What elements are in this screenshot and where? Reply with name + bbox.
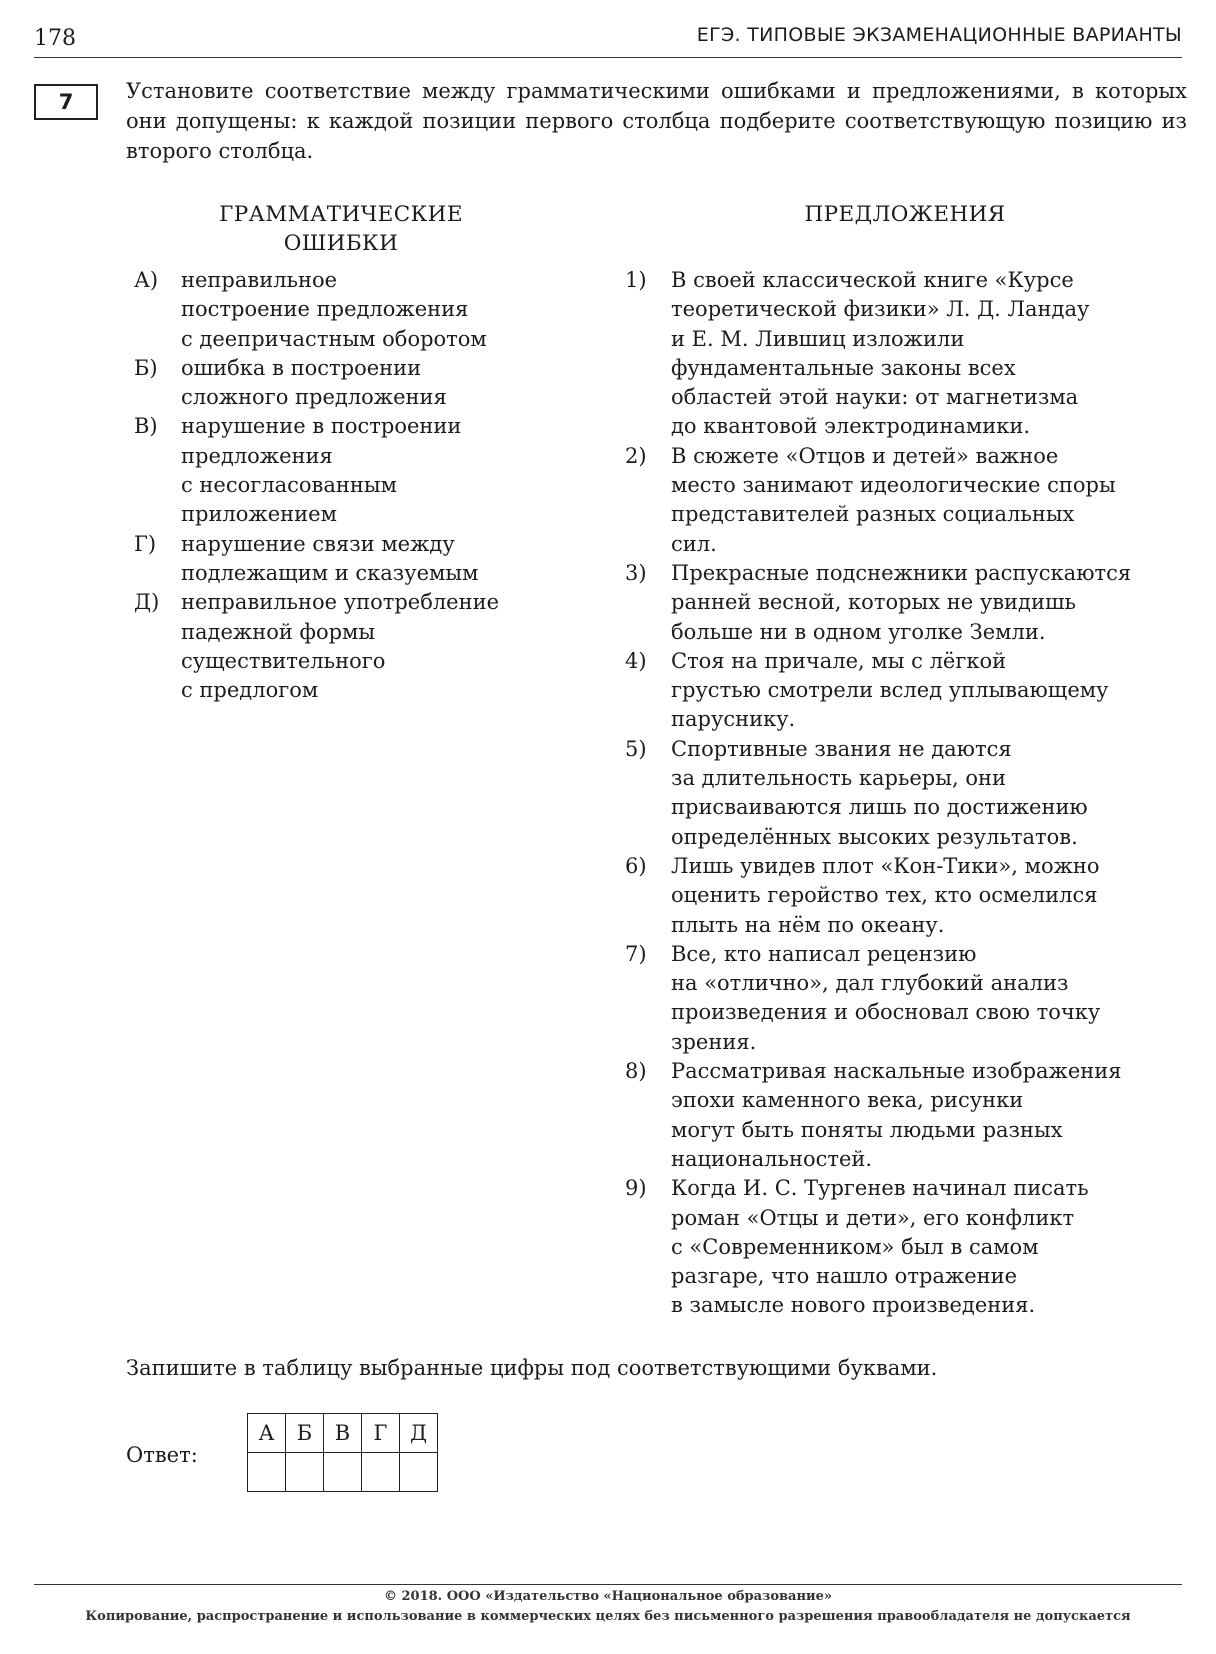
sentences-column-heading: ПРЕДЛОЖЕНИЯ (804, 202, 1006, 227)
answer-cell-d[interactable] (400, 1453, 438, 1492)
sentence-item-marker: 9) (625, 1176, 647, 1201)
errors-list (134, 266, 584, 705)
sentence-item-text: Прекрасные подснежники распускаются ранней весной, которых не увидишь больше ни в одном уголке Земли. (671, 560, 1132, 644)
sentence-item (625, 852, 1185, 940)
task-instruction: Установите соответствие между грамматическими ошибками и предложениями, в которых они допущены: к каждой позиции первого столбца подберите соответствующую позицию из второго столбца. (126, 79, 1187, 163)
sentence-item-text: Лишь увидев плот «Кон-Тики», можно оценить геройство тех, кто осмелился плыть на нём по океану. (671, 853, 1100, 937)
error-item (134, 354, 584, 413)
sentence-item (625, 1174, 1185, 1320)
answer-table (247, 1413, 438, 1492)
error-item-marker: Д) (134, 590, 160, 615)
sentence-item (625, 940, 1185, 1057)
sentence-item-text: В сюжете «Отцов и детей» важное место занимают идеологические споры представителей разных социальных сил. (671, 443, 1116, 556)
sentence-item (625, 1057, 1185, 1174)
answer-cell-a[interactable] (248, 1453, 286, 1492)
sentence-item-marker: 7) (625, 941, 647, 966)
sentences-list (625, 266, 1185, 1321)
error-item (134, 530, 584, 589)
answer-column-header-a: А (248, 1414, 286, 1453)
sentence-item-marker: 4) (625, 648, 647, 673)
error-item (134, 412, 584, 529)
sentence-item-marker: 5) (625, 736, 647, 761)
footer-copyright: © 2018. ООО «Издательство «Национальное образование» (383, 1589, 833, 1604)
error-item-marker: А) (134, 268, 159, 292)
answer-column-header-d: Д (400, 1414, 438, 1453)
answer-column-header-g: Г (362, 1414, 400, 1453)
sentence-item-text: В своей классической книге «Курсе теоретической физики» Л. Д. Ландау и Е. М. Лившиц изложили фундаментальные законы всех областей этой науки: от магнетизма до квантовой электродинамики. (671, 268, 1090, 439)
header-divider (34, 57, 1182, 58)
footer-notice: Копирование, распространение и использование в коммерческих целях без письменного разрешения правообладателя не допускается (85, 1609, 1131, 1624)
errors-column-heading: ГРАММАТИЧЕСКИЕ ОШИБКИ (219, 202, 463, 256)
error-item-marker: Г) (134, 531, 157, 556)
answer-label: Ответ: (126, 1443, 198, 1467)
footer-divider (34, 1584, 1182, 1585)
error-item (134, 266, 584, 354)
sentence-item-text: Рассматривая наскальные изображения эпохи каменного века, рисунки могут быть поняты людьми разных национальностей. (671, 1059, 1122, 1171)
sentence-item-marker: 8) (625, 1059, 647, 1084)
sentence-item (625, 735, 1185, 852)
answer-cell-b[interactable] (286, 1453, 324, 1492)
sentence-item (625, 442, 1185, 559)
error-item-text: ошибка в построении сложного предложения (181, 355, 447, 410)
sentence-item (625, 647, 1185, 735)
error-item-marker: Б) (134, 355, 158, 380)
sentence-item-marker: 3) (625, 560, 647, 585)
answer-column-header-v: В (324, 1414, 362, 1453)
error-item-text: неправильное построение предложения с деепричастным оборотом (181, 268, 487, 351)
answer-cell-g[interactable] (362, 1453, 400, 1492)
error-item-text: неправильное употребление падежной формы существительного с предлогом (181, 590, 500, 703)
running-header-title: ЕГЭ. ТИПОВЫЕ ЭКЗАМЕНАЦИОННЫЕ ВАРИАНТЫ (696, 24, 1182, 46)
answer-instruction: Запишите в таблицу выбранные цифры под соответствующими буквами. (126, 1356, 938, 1380)
task-number-box: 7 (34, 84, 98, 120)
sentence-item-marker: 2) (625, 443, 647, 468)
error-item (134, 588, 584, 705)
answer-column-header-b: Б (286, 1414, 324, 1453)
sentence-item-marker: 1) (625, 268, 647, 292)
sentence-item-text: Все, кто написал рецензию на «отлично», дал глубокий анализ произведения и обосновал свою точку зрения. (671, 941, 1101, 1054)
answer-cell-v[interactable] (324, 1453, 362, 1492)
error-item-text: нарушение в построении предложения с несогласованным приложением (181, 414, 462, 527)
answer-input-row (248, 1453, 438, 1492)
answer-header-row (248, 1414, 438, 1453)
error-item-text: нарушение связи между подлежащим и сказуемым (181, 531, 479, 585)
sentence-item-marker: 6) (625, 853, 647, 878)
sentence-item-text: Стоя на причале, мы с лёгкой грустью смотрели вслед уплывающему паруснику. (671, 648, 1109, 732)
sentence-item (625, 559, 1185, 647)
sentence-item (625, 266, 1185, 442)
sentence-item-text: Когда И. С. Тургенев начинал писать роман «Отцы и дети», его конфликт с «Современником» был в самом разгаре, что нашло отражение в замысле нового произведения. (671, 1176, 1089, 1318)
error-item-marker: В) (134, 414, 158, 439)
page-number: 178 (34, 26, 76, 51)
sentence-item-text: Спортивные звания не даются за длительность карьеры, они присваиваются лишь по достижению определённых высоких результатов. (671, 736, 1088, 849)
